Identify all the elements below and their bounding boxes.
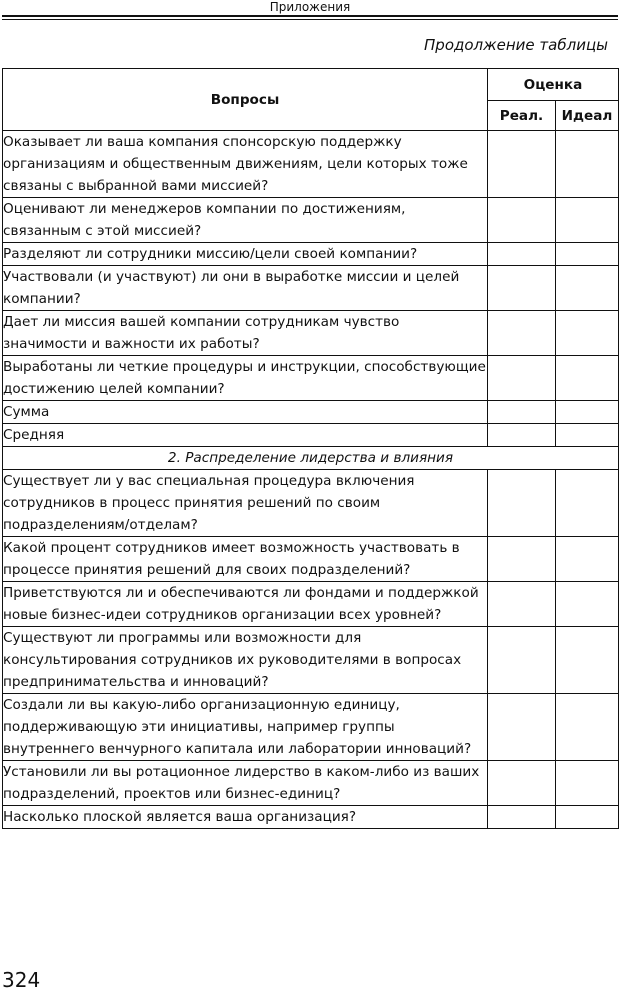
real-score-cell[interactable] <box>488 694 556 761</box>
question-cell: Приветствуются ли и обеспечиваются ли фондами и поддержкой новые бизнес-идеи сотрудников организации всех уровней? <box>3 582 488 627</box>
question-cell: Выработаны ли четкие процедуры и инструкции, способствующие достижению целей компании? <box>3 356 488 401</box>
table-row <box>3 356 619 401</box>
table-row <box>3 761 619 806</box>
real-score-cell[interactable] <box>488 806 556 829</box>
question-cell: Существуют ли программы или возможности для консультирования сотрудников их руководителями в вопросах предпринимательства и инноваций? <box>3 627 488 694</box>
real-score-cell[interactable] <box>488 470 556 537</box>
table-row <box>3 243 619 266</box>
ideal-score-cell[interactable] <box>556 243 619 266</box>
running-head: Приложения <box>269 0 351 14</box>
question-cell: Насколько плоской является ваша организация? <box>3 806 488 829</box>
header-questions: Вопросы <box>3 69 488 131</box>
ideal-score-cell[interactable] <box>556 806 619 829</box>
question-cell: Оказывает ли ваша компания спонсорскую поддержку организациям и общественным движениям, цели которых тоже связаны с выбранной вами миссией? <box>3 131 488 198</box>
real-score-cell[interactable] <box>488 537 556 582</box>
ideal-score-cell[interactable] <box>556 627 619 694</box>
table-row <box>3 266 619 311</box>
section-title: 2. Распределение лидерства и влияния <box>3 447 619 470</box>
ideal-score-cell[interactable] <box>556 424 619 447</box>
table-row <box>3 627 619 694</box>
header-real: Реал. <box>488 101 556 131</box>
question-cell: Создали ли вы какую-либо организационную единицу, поддерживающую эти инициативы, например группы внутреннего венчурного капитала или лаборатории инноваций? <box>3 694 488 761</box>
real-score-cell[interactable] <box>488 243 556 266</box>
header-rule-thick <box>2 15 618 17</box>
table-row <box>3 694 619 761</box>
ideal-score-cell[interactable] <box>556 266 619 311</box>
question-cell: Какой процент сотрудников имеет возможность участвовать в процессе принятия решений для своих подразделений? <box>3 537 488 582</box>
ideal-score-cell[interactable] <box>556 401 619 424</box>
table-row <box>3 582 619 627</box>
average-row <box>3 424 619 447</box>
question-cell: Установили ли вы ротационное лидерство в каком-либо из ваших подразделений, проектов или бизнес-единиц? <box>3 761 488 806</box>
ideal-score-cell[interactable] <box>556 537 619 582</box>
header-score: Оценка <box>488 69 619 101</box>
real-score-cell[interactable] <box>488 356 556 401</box>
ideal-score-cell[interactable] <box>556 311 619 356</box>
real-score-cell[interactable] <box>488 311 556 356</box>
ideal-score-cell[interactable] <box>556 694 619 761</box>
question-cell: Оценивают ли менеджеров компании по достижениям, связанным с этой миссией? <box>3 198 488 243</box>
table-row <box>3 198 619 243</box>
real-score-cell[interactable] <box>488 627 556 694</box>
header-rule-thin <box>2 19 618 20</box>
page-number: 324 <box>2 968 41 992</box>
sum-row <box>3 401 619 424</box>
real-score-cell[interactable] <box>488 761 556 806</box>
ideal-score-cell[interactable] <box>556 131 619 198</box>
table-row <box>3 131 619 198</box>
real-score-cell[interactable] <box>488 401 556 424</box>
table-row <box>3 806 619 829</box>
ideal-score-cell[interactable] <box>556 761 619 806</box>
continuation-label: Продолжение таблицы <box>424 36 608 54</box>
real-score-cell[interactable] <box>488 424 556 447</box>
real-score-cell[interactable] <box>488 266 556 311</box>
sum-label: Сумма <box>3 401 488 424</box>
table-row <box>3 311 619 356</box>
ideal-score-cell[interactable] <box>556 356 619 401</box>
real-score-cell[interactable] <box>488 198 556 243</box>
average-label: Средняя <box>3 424 488 447</box>
ideal-score-cell[interactable] <box>556 470 619 537</box>
questionnaire-table <box>2 68 619 829</box>
section-row <box>3 447 619 470</box>
real-score-cell[interactable] <box>488 131 556 198</box>
header-ideal: Идеал <box>556 101 619 131</box>
real-score-cell[interactable] <box>488 582 556 627</box>
ideal-score-cell[interactable] <box>556 582 619 627</box>
question-cell: Дает ли миссия вашей компании сотрудникам чувство значимости и важности их работы? <box>3 311 488 356</box>
question-cell: Участвовали (и участвуют) ли они в выработке миссии и целей компании? <box>3 266 488 311</box>
ideal-score-cell[interactable] <box>556 198 619 243</box>
table-row <box>3 470 619 537</box>
question-cell: Разделяют ли сотрудники миссию/цели своей компании? <box>3 243 488 266</box>
question-cell: Существует ли у вас специальная процедура включения сотрудников в процесс принятия решений по своим подразделениям/отделам? <box>3 470 488 537</box>
table-row <box>3 537 619 582</box>
